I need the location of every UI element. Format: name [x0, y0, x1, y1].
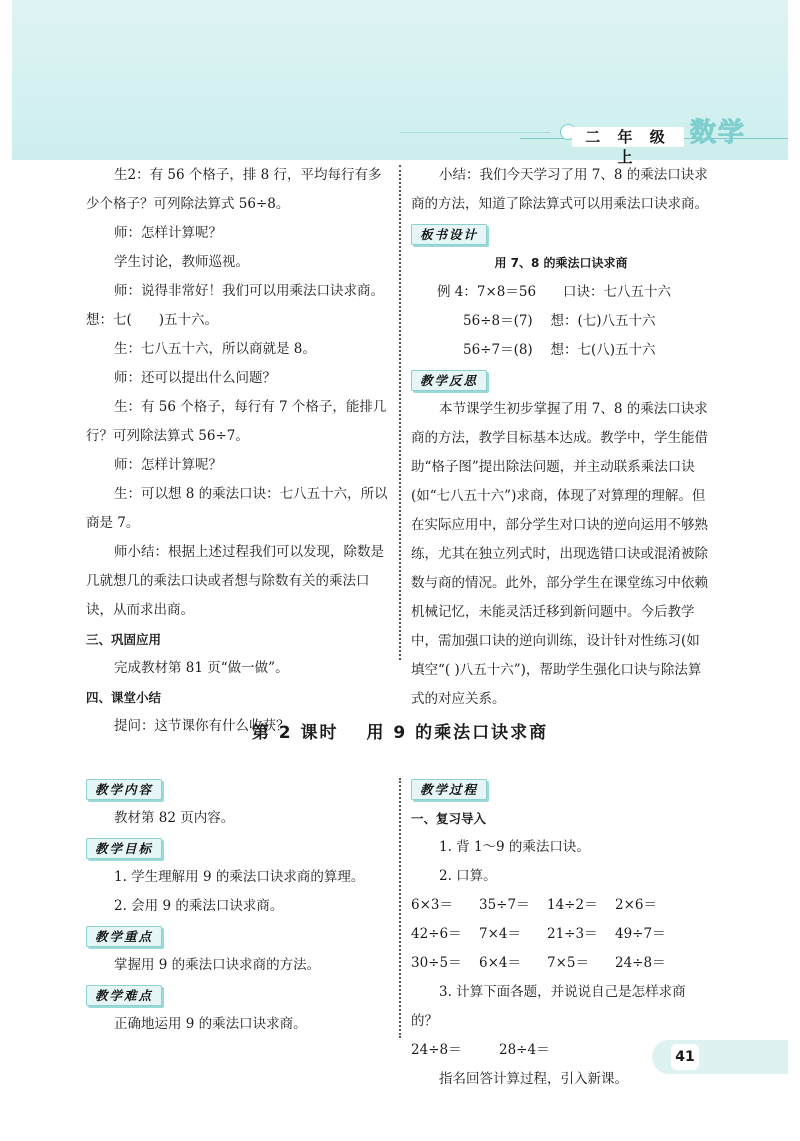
calc-item: 35÷7＝ — [479, 897, 530, 913]
paragraph: 师：说得非常好！我们可以用乘法口诀求商。想：七( )五十六。 — [86, 283, 384, 328]
lesson-name: 用 9 的乘法口诀求商 — [366, 723, 549, 743]
calc-item: 28÷4＝ — [499, 1042, 550, 1058]
paragraph: 完成教材第 81 页“做一做”。 — [114, 660, 289, 676]
calc-item: 7×4＝ — [479, 926, 521, 942]
section-badge: 教学反思 — [411, 370, 487, 391]
calc-item: 24÷8＝ — [411, 1042, 462, 1058]
paragraph: 指名回答计算过程，引入新课。 — [439, 1071, 628, 1087]
paragraph: 师小结：根据上述过程我们可以发现，除数是几就想几的乘法口诀或者想与除数有关的乘法口诀，从而求出商。 — [86, 544, 384, 618]
paragraph: 3. 计算下面各题，并说说自己是怎样求商的？ — [411, 984, 686, 1029]
calc-item: 21÷3＝ — [547, 926, 598, 942]
calc-item: 7×5＝ — [547, 955, 589, 971]
paragraph: 教材第 82 页内容。 — [114, 810, 235, 826]
paragraph: 1. 背 1～9 的乘法口诀。 — [439, 839, 590, 855]
paragraph: 生：有 56 个格子，每行有 7 个格子，能排几行？可列除法算式 56÷7。 — [86, 399, 387, 444]
section-badge: 教学重点 — [86, 926, 162, 947]
calc-item: 6×4＝ — [479, 955, 521, 971]
calc-item: 14÷2＝ — [547, 897, 598, 913]
section-heading: 三、巩固应用 — [86, 632, 162, 647]
section-badge: 教学难点 — [86, 985, 162, 1006]
left-column-bottom — [86, 774, 392, 1039]
grade-label: 二 年 级 上 — [572, 127, 684, 147]
board-title: 用 7、8 的乘法口诀求商 — [494, 256, 628, 270]
calc-item: 49÷7＝ — [615, 926, 666, 942]
board-line: 例 4：7×8＝56 口诀：七八五十六 — [437, 284, 672, 300]
board-line: 56÷7＝(8) 想：七(八)五十六 — [463, 342, 656, 358]
subject-label: 数学 — [690, 118, 747, 148]
section-badge: 板书设计 — [411, 224, 487, 245]
paragraph: 学生讨论，教师巡视。 — [114, 254, 249, 270]
column-divider — [399, 778, 401, 1038]
section-badge: 教学目标 — [86, 838, 162, 859]
oral-calc-row — [411, 891, 711, 920]
lesson-number: 第 2 课时 — [251, 723, 339, 743]
calc-item: 24÷8＝ — [615, 955, 666, 971]
paragraph: 师：还可以提出什么问题？ — [114, 370, 276, 386]
paragraph: 提问：这节课你有什么收获？ — [114, 718, 290, 734]
paragraph: 1. 学生理解用 9 的乘法口诀求商的算理。 — [114, 869, 365, 885]
paragraph: 2. 会用 9 的乘法口诀求商。 — [114, 898, 284, 914]
calc-item: 42÷6＝ — [411, 926, 462, 942]
paragraph: 正确地运用 9 的乘法口诀求商。 — [114, 1016, 307, 1032]
right-column-top — [411, 161, 711, 714]
column-divider — [399, 165, 401, 660]
paragraph: 掌握用 9 的乘法口诀求商的方法。 — [114, 957, 321, 973]
section-badge: 教学过程 — [411, 779, 487, 800]
section-heading: 四、课堂小结 — [86, 690, 162, 705]
header-divider-line — [400, 132, 550, 133]
paragraph: 2. 口算。 — [439, 868, 497, 884]
calc-item: 6×3＝ — [411, 897, 453, 913]
section-heading: 一、复习导入 — [411, 811, 487, 826]
left-column-top — [86, 161, 392, 741]
paragraph: 生：七八五十六，所以商就是 8。 — [114, 341, 316, 357]
paragraph: 小结：我们今天学习了用 7、8 的乘法口诀求商的方法，知道了除法算式可以用乘法口诀求商。 — [411, 167, 708, 212]
calc-item: 2×6＝ — [615, 897, 657, 913]
oral-calc-row — [411, 949, 711, 978]
paragraph: 本节课学生初步掌握了用 7、8 的乘法口诀求商的方法，教学目标基本达成。教学中，学生能借助“格子图”提出除法问题，并主动联系乘法口诀(如“七八五十六”)求商，体现了对算理的理解。但在实际应用中，部分学生对口诀的逆向运用不够熟练，尤其在独立列式时，出现选错口诀或混淆被除数与商的情况。此外，部分学生在课堂练习中依赖机械记忆，未能灵活迁移到新问题中。今后教学中，需加强口诀的逆向训练，设计针对性练习(如填空“( )八五十六”)，帮助学生强化口诀与除法算式的对应关系。 — [411, 401, 708, 707]
paragraph: 生2：有 56 个格子，排 8 行，平均每行有多少个格子？可列除法算式 56÷8。 — [86, 167, 382, 212]
page-number: 41 — [671, 1044, 699, 1070]
section-badge: 教学内容 — [86, 779, 162, 800]
paragraph: 师：怎样计算呢？ — [114, 457, 222, 473]
board-line: 56÷8＝(7) 想：(七)八五十六 — [463, 313, 656, 329]
paragraph: 师：怎样计算呢？ — [114, 225, 222, 241]
lesson-title — [0, 718, 800, 743]
oral-calc-row — [411, 920, 711, 949]
paragraph: 生：可以想 8 的乘法口诀：七八五十六，所以商是 7。 — [86, 486, 388, 531]
calc-item: 30÷5＝ — [411, 955, 462, 971]
